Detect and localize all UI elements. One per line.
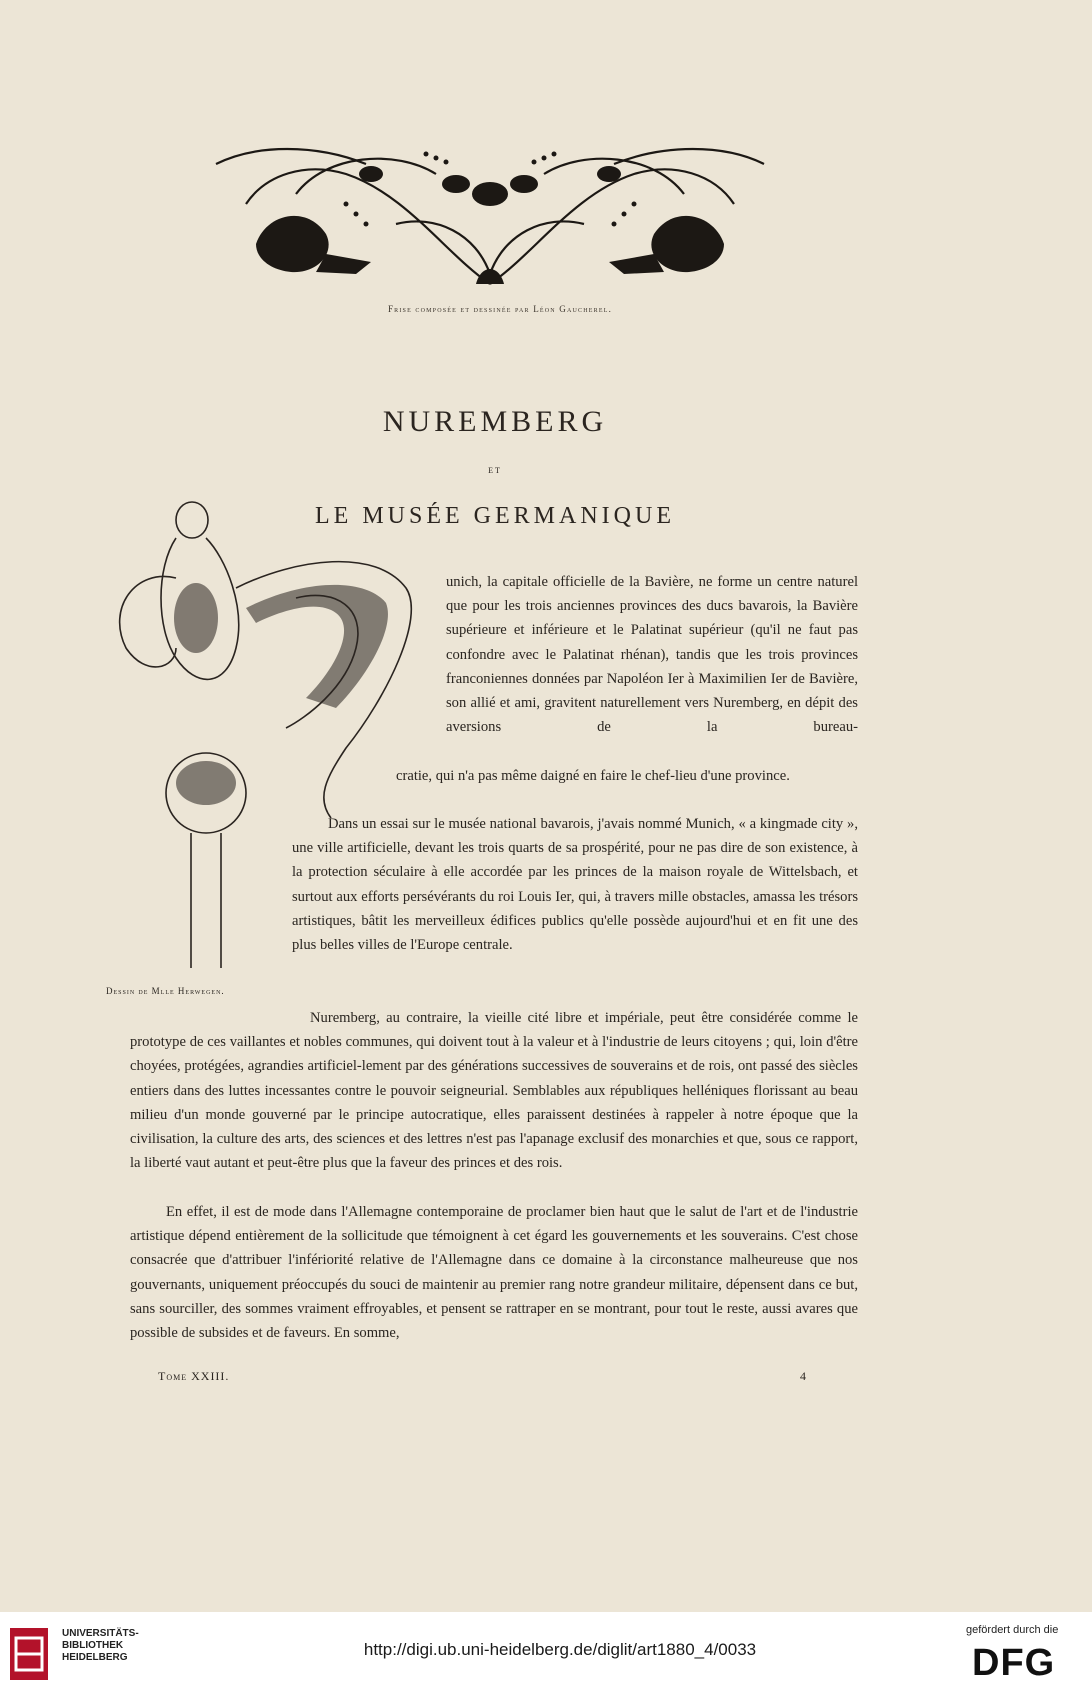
signature-mark: 4 (800, 1369, 806, 1383)
page-subtitle: LE MUSÉE GERMANIQUE (315, 503, 675, 529)
paragraph-1b (396, 764, 858, 788)
paragraph-text: Nuremberg, au contraire, la vieille cité libre et impériale, peut être considérée comme le prototype de ces vaillantes et nobles communes, qui doivent tout à la valeur et à l'industrie de leurs citoyens ; qui, loin d'être choyées, protégées, agrandies artificiel-lement par des générations successives de souverains et de rois, ont passé des siècles entiers dans des luttes incessantes contre le pouvoir seigneurial. Semblables aux républiques helléniques florissant au beau milieu d'un monde gouverné par le principe autocratique, elles paraissent destinées à rappeler à notre époque que la civilisation, la culture des arts, des sciences et des lettres n'est pas l'apanage exclusif des monarchies et que, sous ce rapport, la liberté vaut autant et peut-être plus que la faveur des princes et des rois. (130, 1010, 858, 1172)
dfg-logo: DFG (972, 1642, 1056, 1684)
ornamental-frieze (196, 134, 784, 296)
library-name-line: UNIVERSITÄTS- (62, 1628, 139, 1639)
paragraph-text: En effet, il est de mode dans l'Allemagne contemporaine de proclamer bien haut que le salut de l'art et de l'industrie artistique dépend entièrement de la sollicitude que témoignent à cet égard les gouvernements et les souverains. C'est chose consacrée que d'attribuer l'infériorité relative de l'Allemagne dans ce domaine à la circonstance malheureuse que nos gouvernants, uniquement préoccupés du souci de maintenir au premier rang notre grandeur militaire, dépensent dans ce but, sans sourciller, des sommes vraiment effroyables, et pensent se rattraper en se montrant, pour tout le reste, aussi avares que possible de subsides et de faveurs. En somme, (130, 1204, 858, 1342)
paragraph-1a (446, 570, 858, 739)
volume-label: Tome XXIII. (158, 1369, 230, 1383)
funding-label: gefördert durch die (966, 1624, 1059, 1636)
permalink-url[interactable]: http://digi.ub.uni-heidelberg.de/diglit/art1880_4/0033 (363, 1640, 757, 1659)
figure-caption: Dessin de Mlle Herwegen. (106, 986, 225, 996)
title-conjunction: ET (488, 466, 502, 475)
paragraph-text: cratie, qui n'a pas même daigné en faire le chef-lieu d'une province. (396, 768, 790, 784)
paragraph-2 (292, 812, 858, 957)
library-name-line: HEIDELBERG (62, 1652, 128, 1663)
frieze-caption: Frise composée et dessinée par Léon Gaucherel. (387, 304, 613, 314)
paragraph-4 (130, 1200, 858, 1345)
paragraph-text: unich, la capitale officielle de la Bavière, ne forme un centre naturel que pour les trois anciennes provinces des ducs bavarois, la Bavière supérieure et inférieure et le Palatinat supérieur (qu'il ne faut pas confondre avec le Palatinat rhénan), tandis que les trois provinces franconiennes données par Napoléon Ier à Maximilien Ier de Bavière, son allié et ami, gravitent naturellement vers Nuremberg, en dépit des aversions de la bureau- (446, 574, 858, 736)
university-library-logo-icon (8, 1624, 50, 1684)
university-library-name (62, 1628, 139, 1664)
page-title: NUREMBERG (382, 405, 608, 438)
library-name-line: BIBLIOTHEK (62, 1640, 124, 1651)
paragraph-3 (130, 1006, 858, 1175)
paragraph-text: Dans un essai sur le musée national bavarois, j'avais nommé Munich, « a kingmade city », une ville artificielle, devant les trois quarts de sa prospérité, pour ne pas dire de son existence, à la protection séculaire à elle accordée par les princes de la maison royale de Wittelsbach, et surtout aux efforts persévérants du roi Louis Ier, qui, à travers mille obstacles, amassa les trésors artistiques, bâtit les merveilleux édifices publics qu'elle possède aujourd'hui et en fit une des plus belles villes de l'Europe centrale. (292, 816, 858, 954)
